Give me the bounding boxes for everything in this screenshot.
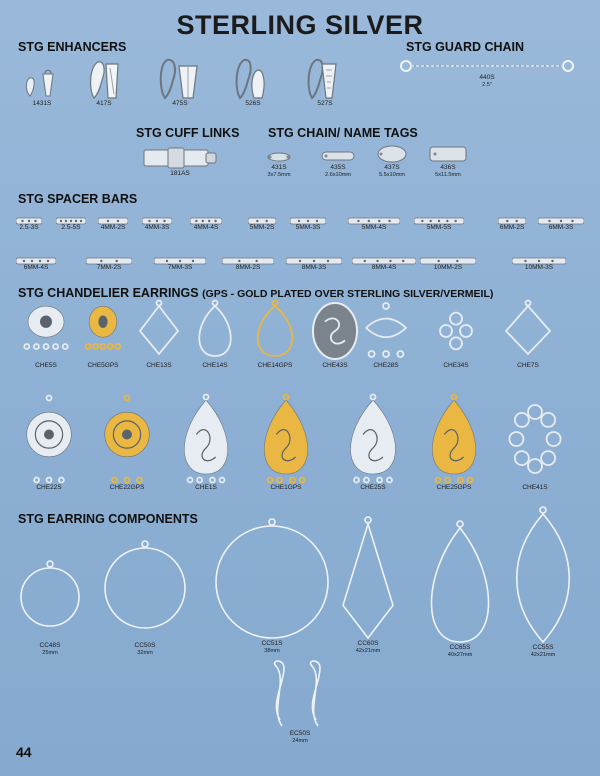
product-spacer-bar[interactable] (414, 212, 464, 236)
chandelier-image (192, 300, 238, 362)
enhancer-image (300, 56, 350, 100)
product-code: EC50S (289, 730, 311, 737)
product-code: 6MM-4S (23, 264, 49, 271)
product-code: 417S (96, 100, 112, 107)
product-che14gps[interactable] (250, 300, 300, 370)
product-code: 435S (330, 164, 346, 171)
product-tag-435s[interactable] (318, 148, 358, 179)
product-code: 1431S (32, 100, 52, 107)
tag-image (318, 148, 358, 164)
product-cc50s[interactable] (104, 540, 186, 657)
product-size: 25mm (42, 650, 58, 656)
product-che22s[interactable] (18, 394, 80, 492)
product-size: 2.6x10mm (324, 172, 352, 178)
product-code: 4MM-3S (144, 224, 170, 231)
product-size: 24mm (292, 738, 308, 744)
product-spacer-bar[interactable] (498, 212, 526, 236)
product-spacer-bar[interactable] (190, 212, 222, 236)
product-spacer-bar[interactable] (420, 252, 476, 276)
product-spacer-bar[interactable] (86, 252, 132, 276)
product-spacer-bar[interactable] (352, 252, 416, 276)
tag-image (426, 144, 470, 164)
product-code: 431S (271, 164, 287, 171)
product-che25s[interactable] (340, 394, 406, 492)
product-code: CHE14S (202, 362, 228, 369)
chandelier-image (502, 300, 554, 362)
product-code: 8MM-2S (235, 264, 261, 271)
product-che14s[interactable] (192, 300, 238, 370)
product-spacer-bar[interactable] (154, 252, 206, 276)
product-code: 5MM-3S (295, 224, 321, 231)
product-code: CC55S (532, 644, 554, 651)
product-code: CHE25S (360, 484, 386, 491)
section-heading-earring-components: STG EARRING COMPONENTS (18, 512, 198, 526)
product-code: CHE14GPS (257, 362, 293, 369)
product-code: CHE13S (146, 362, 172, 369)
earring-component-image (340, 516, 396, 640)
product-size: 2.5" (482, 82, 492, 88)
product-code: CHE5S (35, 362, 57, 369)
chandelier-image (250, 300, 300, 362)
product-code: 10MM-3S (524, 264, 554, 271)
product-code: 4MM-2S (100, 224, 126, 231)
ear-wire-image (262, 660, 338, 730)
product-cc51s[interactable] (212, 518, 332, 655)
product-code: CC50S (134, 642, 156, 649)
product-code: 10MM-2S (433, 264, 463, 271)
product-spacer-bar[interactable] (290, 212, 326, 236)
chandelier-image (340, 394, 406, 484)
product-code: CHE7S (517, 362, 539, 369)
product-spacer-bar[interactable] (56, 212, 86, 236)
chandelier-image (174, 394, 238, 484)
chandelier-image (362, 300, 410, 362)
product-code: CHE25GPS (436, 484, 472, 491)
product-cc55s[interactable] (512, 506, 574, 659)
product-che7s[interactable] (502, 300, 554, 370)
product-spacer-bar[interactable] (98, 212, 128, 236)
tag-image (262, 150, 296, 164)
product-code: 475S (172, 100, 188, 107)
product-size: 42x21mm (530, 652, 556, 658)
product-enhancer-526s[interactable] (228, 56, 278, 108)
product-spacer-bar[interactable] (142, 212, 172, 236)
product-spacer-bar[interactable] (222, 252, 274, 276)
earring-component-image (420, 520, 500, 644)
product-code: 8MM-3S (301, 264, 327, 271)
product-code: CHE1S (195, 484, 217, 491)
product-enhancer-417s[interactable] (82, 58, 126, 108)
product-code: 526S (245, 100, 261, 107)
product-code: 527S (317, 100, 333, 107)
product-cuff-link-181as[interactable] (140, 146, 220, 178)
chandelier-image (18, 394, 80, 484)
product-size: 38mm (264, 648, 280, 654)
product-spacer-bar[interactable] (348, 212, 400, 236)
product-che43s[interactable] (310, 300, 360, 370)
product-code: 6MM-3S (548, 224, 574, 231)
chandelier-image (16, 300, 76, 362)
product-spacer-bar[interactable] (248, 212, 276, 236)
section-note: (GPS - GOLD PLATED OVER STERLING SILVER/VERMEIL) (202, 288, 494, 300)
product-enhancer-527s[interactable] (300, 56, 350, 108)
product-spacer-bar[interactable] (286, 252, 342, 276)
cuff-link-image (140, 146, 220, 170)
product-code: 8MM-4S (371, 264, 397, 271)
chandelier-image (254, 394, 318, 484)
product-code: 6MM-2S (499, 224, 525, 231)
page-title: STERLING SILVER (176, 10, 424, 40)
product-code: CHE41S (522, 484, 548, 491)
earring-component-image (212, 518, 332, 640)
product-tag-436s[interactable] (426, 144, 470, 179)
product-che1s[interactable] (174, 394, 238, 492)
product-che5s[interactable] (16, 300, 76, 370)
product-code: 440S (479, 74, 495, 81)
product-code: CHE34S (443, 362, 469, 369)
product-tag-431s[interactable] (262, 150, 296, 179)
chandelier-image (136, 300, 182, 362)
guard-chain-image (398, 58, 576, 74)
product-size: 32mm (137, 650, 153, 656)
product-che28s[interactable] (362, 300, 410, 370)
product-code: 436S (440, 164, 456, 171)
product-size: 42x21mm (355, 648, 381, 654)
chandelier-image (80, 300, 126, 362)
chandelier-image (436, 300, 476, 362)
product-code: CC65S (449, 644, 471, 651)
product-code: CC51S (261, 640, 283, 647)
product-ec50s[interactable] (262, 660, 338, 745)
section-heading-chandelier-earrings (18, 286, 493, 300)
enhancer-image (22, 66, 62, 100)
page-number: 44 (16, 744, 32, 760)
product-code: 7MM-2S (96, 264, 122, 271)
product-code: 5MM-5S (426, 224, 452, 231)
product-size: 40x27mm (447, 652, 473, 658)
product-code: CHE1GPS (270, 484, 302, 491)
chandelier-image (96, 394, 158, 484)
product-code: CHE5GPS (87, 362, 119, 369)
enhancer-image (82, 58, 126, 100)
enhancer-image (228, 56, 278, 100)
section-heading-guard-chain: STG GUARD CHAIN (406, 40, 525, 54)
product-che34s[interactable] (436, 300, 476, 370)
product-code: CHE22GPS (109, 484, 145, 491)
section-title: STG CHANDELIER EARRINGS (18, 286, 199, 300)
earring-component-image (104, 540, 186, 642)
product-cc48s[interactable] (20, 560, 80, 657)
product-size: 5x11.5mm (435, 172, 461, 178)
product-code: CC48S (39, 642, 61, 649)
product-code: 181AS (170, 170, 190, 177)
product-spacer-bar[interactable] (16, 212, 42, 236)
product-code: 5MM-2S (249, 224, 275, 231)
product-code: 2.5-3S (19, 224, 39, 231)
tag-image (372, 144, 412, 164)
product-cc60s[interactable] (340, 516, 396, 655)
product-che22gps[interactable] (96, 394, 158, 492)
product-code: CHE43S (322, 362, 348, 369)
product-code: 7MM-3S (167, 264, 193, 271)
product-code: 5MM-4S (361, 224, 387, 231)
product-enhancer-475s[interactable] (155, 56, 205, 108)
product-spacer-bar[interactable] (16, 252, 56, 276)
earring-component-image (20, 560, 80, 642)
section-heading-spacer-bars: STG SPACER BARS (18, 192, 138, 206)
product-che1gps[interactable] (254, 394, 318, 492)
product-code: 2.5-5S (61, 224, 81, 231)
chandelier-image (422, 394, 486, 484)
section-heading-enhancers: STG ENHANCERS (18, 40, 127, 54)
product-code: CHE22S (36, 484, 62, 491)
product-guard-chain-440s[interactable] (398, 58, 576, 89)
section-heading-cuff-links: STG CUFF LINKS (136, 126, 240, 140)
product-spacer-bar[interactable] (512, 252, 566, 276)
product-che5gps[interactable] (80, 300, 126, 370)
product-che13s[interactable] (136, 300, 182, 370)
product-spacer-bar[interactable] (538, 212, 584, 236)
product-cc65s[interactable] (420, 520, 500, 659)
chandelier-image (310, 300, 360, 362)
product-code: 4MM-4S (193, 224, 219, 231)
product-code: 437S (384, 164, 400, 171)
product-enhancer-1431s[interactable] (22, 66, 62, 108)
earring-component-image (512, 506, 574, 644)
product-che25gps[interactable] (422, 394, 486, 492)
product-che41s[interactable] (504, 394, 566, 492)
product-code: CC60S (357, 640, 379, 647)
product-tag-437s[interactable] (372, 144, 412, 179)
product-code: CHE28S (373, 362, 399, 369)
chandelier-image (504, 394, 566, 484)
product-size: 5.5x10mm (378, 172, 406, 178)
section-heading-chain-name-tags: STG CHAIN/ NAME TAGS (268, 126, 418, 140)
enhancer-image (155, 56, 205, 100)
product-size: 3x7.5mm (267, 172, 291, 178)
